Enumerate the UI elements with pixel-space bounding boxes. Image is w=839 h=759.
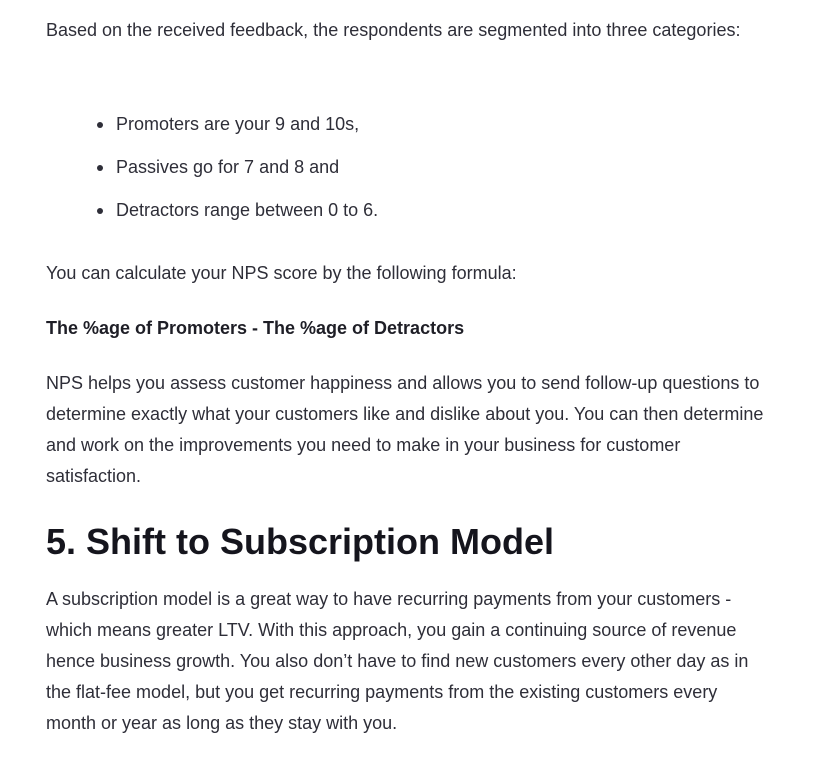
section-heading: 5. Shift to Subscription Model <box>46 521 554 562</box>
formula-intro-paragraph: You can calculate your NPS score by the following formula: <box>46 263 517 283</box>
bullet-icon <box>97 122 103 128</box>
category-list <box>46 109 378 238</box>
nps-paragraph: NPS helps you assess customer happiness and allows you to send follow-up questions to determine exactly what your customers like and dislike about you. You can then determine and work on the improvements you need to make in your business for customer satisfaction. <box>46 373 764 486</box>
intro-paragraph: Based on the received feedback, the respondents are segmented into three categories: <box>46 20 741 40</box>
list-item <box>116 195 378 238</box>
bullet-icon <box>97 208 103 214</box>
list-item-text: Passives go for 7 and 8 and <box>116 157 340 177</box>
list-item-text: Promoters are your 9 and 10s, <box>116 114 360 134</box>
subscription-paragraph: A subscription model is a great way to have recurring payments from your customers - which means greater LTV. With this approach, you gain a continuing source of revenue hence business growth. You also don’t have to find new customers every other day as in the flat-fee model, but you get recurring payments from the existing customers every month or year as long as they stay with you. <box>46 589 749 733</box>
list-item <box>116 109 378 152</box>
list-item <box>116 152 378 195</box>
list-item-text: Detractors range between 0 to 6. <box>116 200 379 220</box>
bullet-icon <box>97 165 103 171</box>
nps-formula: The %age of Promoters - The %age of Detractors <box>46 318 465 338</box>
